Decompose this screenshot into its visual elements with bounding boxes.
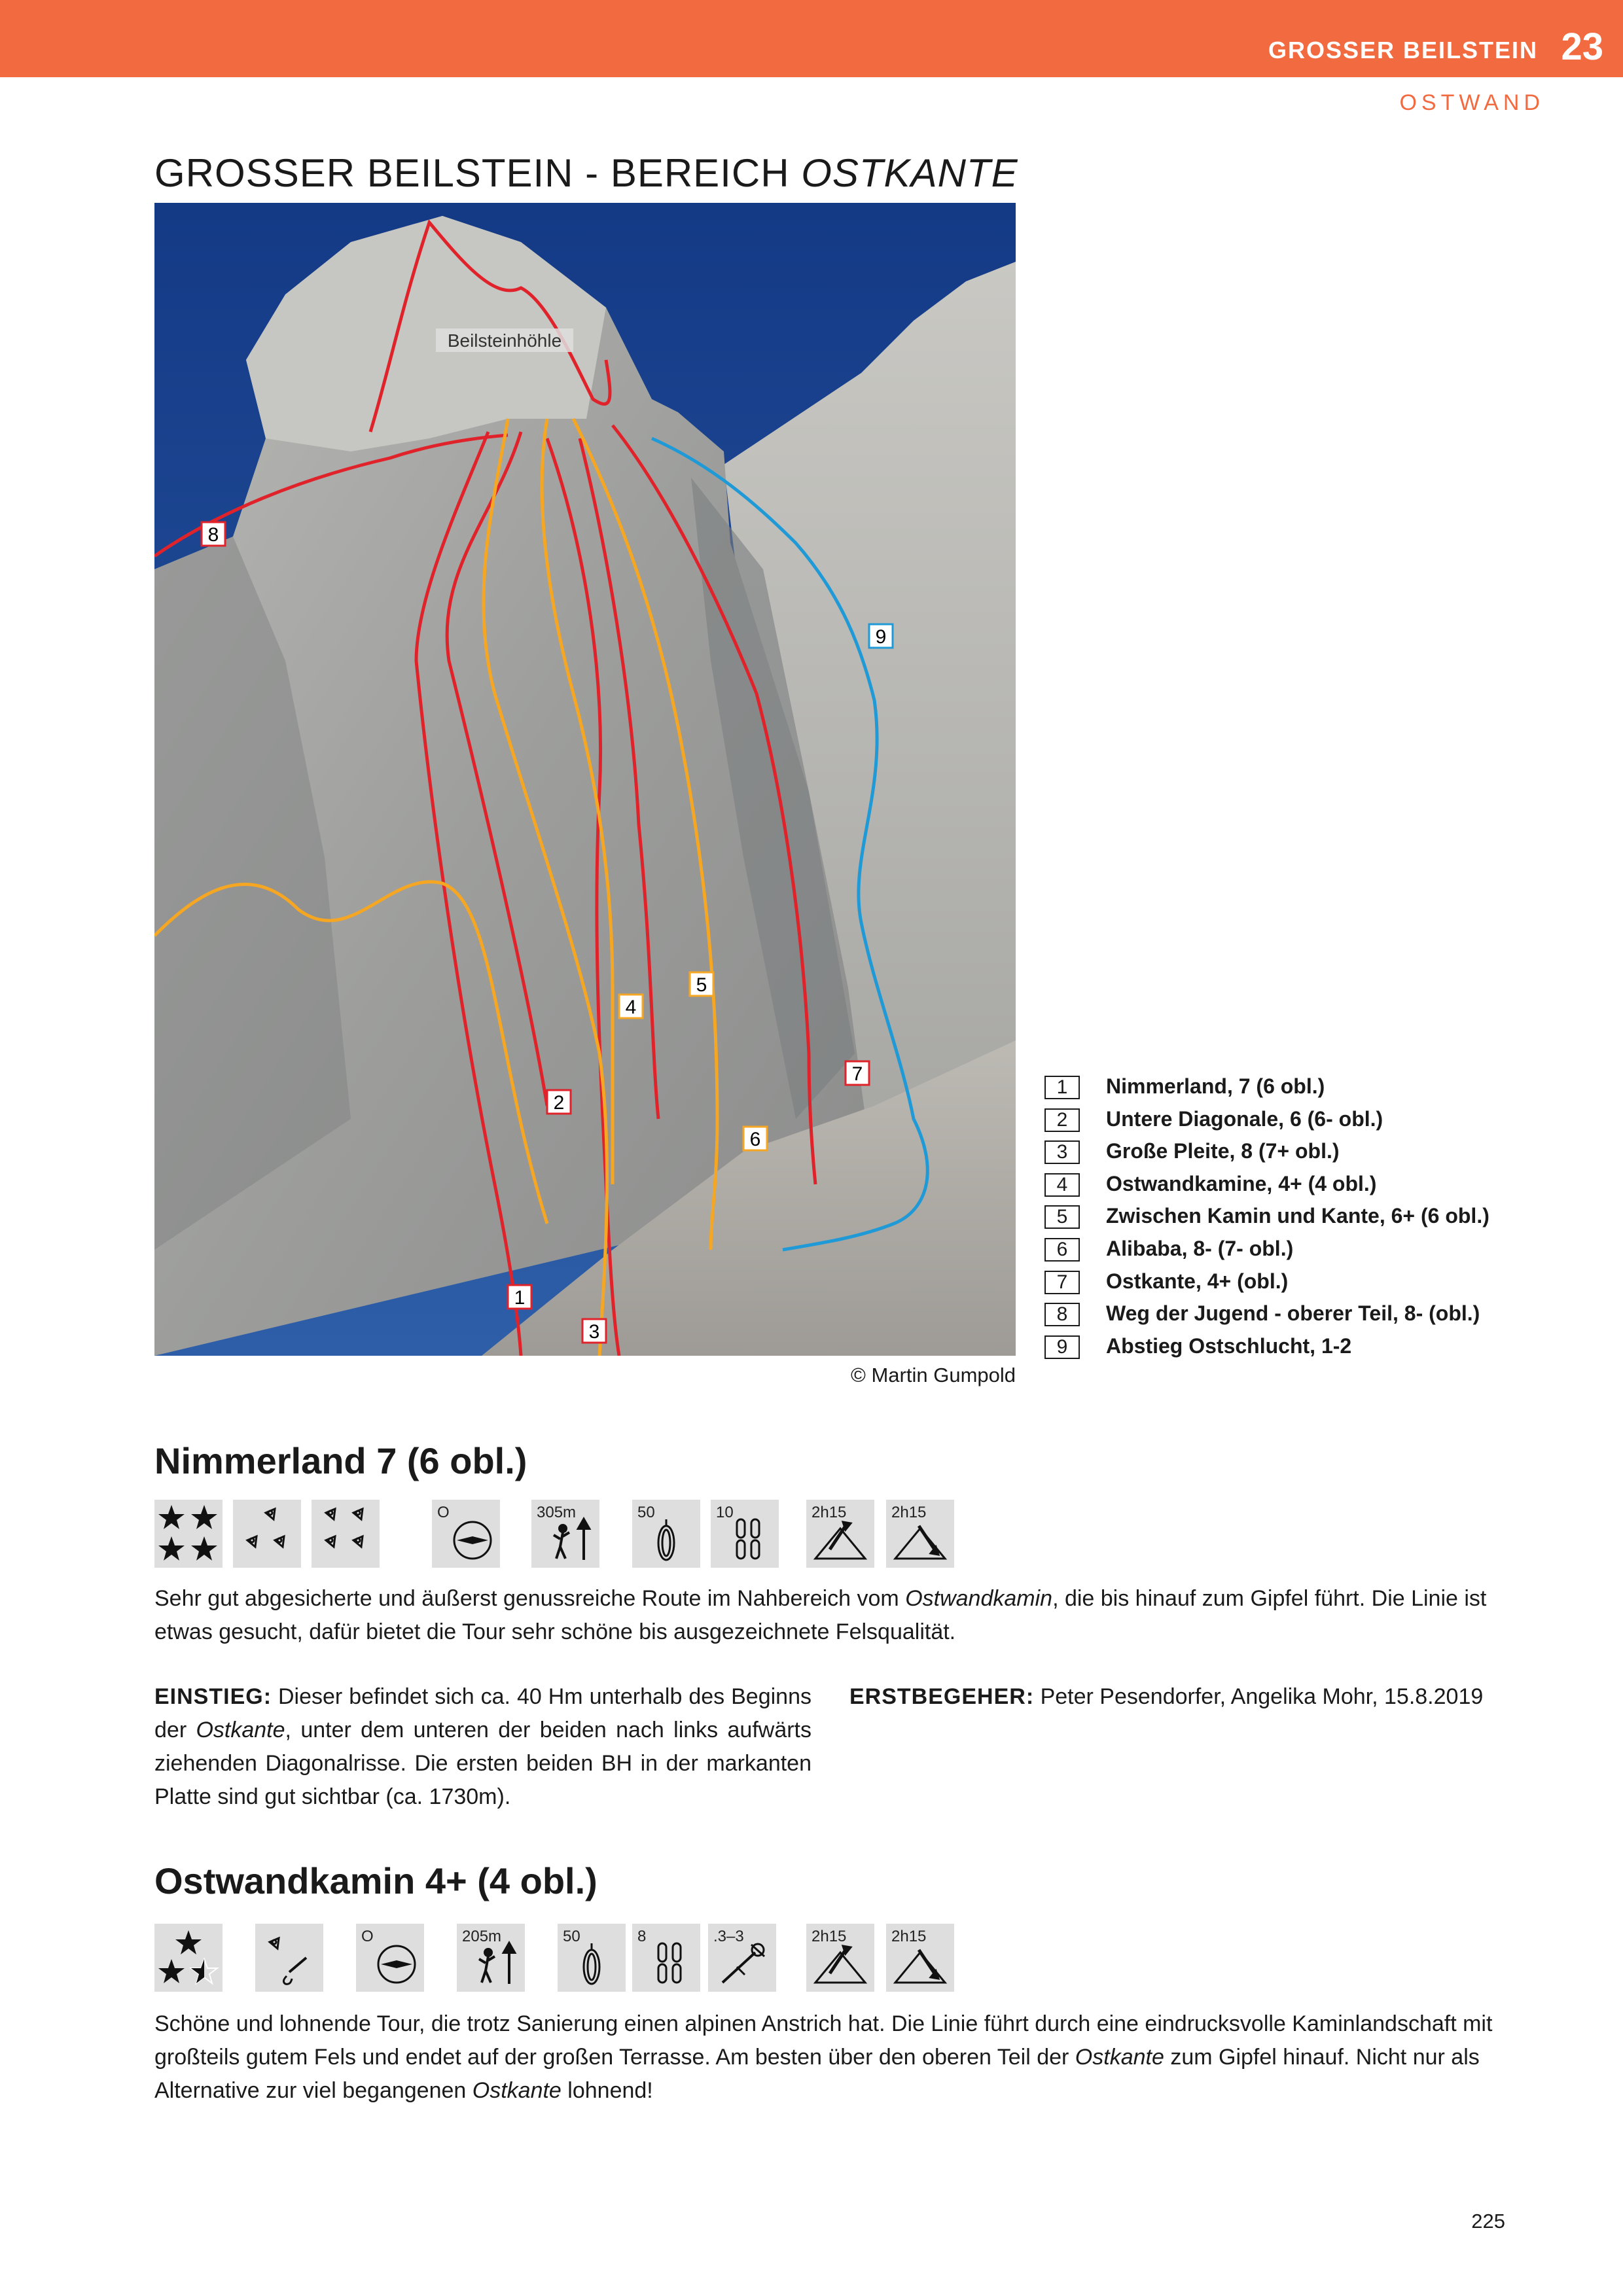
svg-text:5: 5 bbox=[696, 974, 707, 996]
rope-label: 50 bbox=[637, 1504, 655, 1521]
legend-number: 3 bbox=[1044, 1140, 1080, 1164]
legend-number: 6 bbox=[1044, 1238, 1080, 1262]
compass-icon bbox=[432, 1500, 500, 1568]
legend-item bbox=[1044, 1235, 1542, 1268]
route2-desc-a: Schöne und lohnende Tour, die trotz Sanierung einen alpinen Anstrich hat. Die Linie führt durch eine eindrucksvolle Kaminlandschaft mit großteils gutem Fels und endet auf der großen Terrasse. Am besten über den oberen Teil der bbox=[154, 2011, 1493, 2070]
legend-item bbox=[1044, 1333, 1542, 1366]
svg-text:1: 1 bbox=[514, 1287, 526, 1309]
legend-item bbox=[1044, 1171, 1542, 1203]
svg-text:7: 7 bbox=[851, 1063, 863, 1085]
route1-title: Nimmerland 7 (6 obl.) bbox=[154, 1440, 527, 1481]
legend-text: Untere Diagonale, 6 (6- obl.) bbox=[1106, 1106, 1383, 1131]
route-legend bbox=[1044, 1073, 1542, 1365]
descent-label: 2h15 bbox=[891, 1928, 927, 1945]
legend-text: Ostwandkamine, 4+ (4 obl.) bbox=[1106, 1171, 1377, 1195]
svg-text:8: 8 bbox=[207, 524, 219, 546]
length-label: 305m bbox=[537, 1504, 577, 1521]
marker-7 bbox=[846, 1061, 869, 1085]
aspect-label: O bbox=[361, 1928, 374, 1945]
wall-height-icon bbox=[457, 1924, 525, 1992]
protection-bolts-dense-icon bbox=[312, 1500, 380, 1568]
marker-2 bbox=[547, 1090, 571, 1114]
legend-number: 8 bbox=[1044, 1303, 1080, 1326]
marker-3 bbox=[582, 1319, 606, 1343]
route1-desc-italic: Ostwandkamin bbox=[905, 1586, 1053, 1611]
marker-6 bbox=[743, 1127, 767, 1150]
legend-number: 1 bbox=[1044, 1076, 1080, 1099]
einstieg-text-b: , unter dem unteren der beiden nach links aufwärts ziehenden Diagonalrisse. Die ersten beiden BH in der markanten Platte sind gut sichtbar (ca. 1730m). bbox=[154, 1718, 812, 1809]
approach-label: 2h15 bbox=[812, 1504, 847, 1521]
wall-height-icon bbox=[531, 1500, 599, 1568]
quickdraw-label: 8 bbox=[637, 1928, 647, 1945]
section-title-text: GROSSER BEILSTEIN - BEREICH bbox=[154, 151, 802, 195]
einstieg-text-a: Dieser befindet sich ca. 40 Hm unterhalb des Beginns der bbox=[154, 1684, 812, 1742]
route1-desc-a: Sehr gut abgesicherte und äußerst genussreiche Route im Nahbereich vom bbox=[154, 1586, 906, 1611]
descent-icon bbox=[886, 1924, 954, 1992]
cave-label bbox=[436, 328, 573, 352]
photo-copyright: © Martin Gumpold bbox=[851, 1364, 1016, 1386]
legend-number: 4 bbox=[1044, 1173, 1080, 1197]
header-chapter-number: 23 bbox=[1561, 26, 1603, 68]
header-subarea: OSTWAND bbox=[1399, 90, 1544, 115]
legend-number: 9 bbox=[1044, 1335, 1080, 1359]
legend-number: 2 bbox=[1044, 1108, 1080, 1132]
approach-icon bbox=[806, 1500, 874, 1568]
legend-text: Ostkante, 4+ (obl.) bbox=[1106, 1269, 1289, 1293]
rating-stars-icon bbox=[154, 1924, 223, 1992]
route2-title: Ostwandkamin 4+ (4 obl.) bbox=[154, 1860, 597, 1901]
rope-label: 50 bbox=[563, 1928, 580, 1945]
descent-label: 2h15 bbox=[891, 1504, 927, 1521]
svg-text:6: 6 bbox=[749, 1129, 761, 1150]
einstieg-italic: Ostkante bbox=[196, 1718, 285, 1742]
rope-icon bbox=[632, 1500, 700, 1568]
quickdraw-icon bbox=[711, 1500, 779, 1568]
legend-item bbox=[1044, 1300, 1542, 1333]
marker-9 bbox=[869, 624, 893, 648]
section-title bbox=[154, 150, 1018, 196]
route1-einstieg bbox=[154, 1680, 812, 1814]
descent-icon bbox=[886, 1500, 954, 1568]
legend-item bbox=[1044, 1203, 1542, 1235]
route2-description bbox=[154, 2007, 1505, 2108]
legend-text: Zwischen Kamin und Kante, 6+ (6 obl.) bbox=[1106, 1204, 1489, 1228]
route1-erstbegeher bbox=[849, 1680, 1505, 1714]
legend-number: 5 bbox=[1044, 1205, 1080, 1229]
marker-5 bbox=[690, 972, 713, 996]
cams-label: .3–3 bbox=[713, 1928, 744, 1945]
legend-item bbox=[1044, 1268, 1542, 1301]
header-region: GROSSER BEILSTEIN bbox=[1268, 37, 1538, 63]
erstbegeher-label: ERSTBEGEHER: bbox=[849, 1684, 1035, 1709]
legend-text: Weg der Jugend - oberer Teil, 8- (obl.) bbox=[1106, 1301, 1480, 1326]
svg-text:Beilsteinhöhle: Beilsteinhöhle bbox=[447, 330, 562, 351]
quickdraw-icon bbox=[632, 1924, 700, 1992]
page-number: 225 bbox=[1471, 2210, 1505, 2233]
marker-1 bbox=[508, 1285, 531, 1309]
legend-item bbox=[1044, 1073, 1542, 1106]
svg-text:3: 3 bbox=[588, 1321, 600, 1343]
legend-item bbox=[1044, 1138, 1542, 1171]
protection-bolt-icon bbox=[255, 1924, 323, 1992]
approach-icon bbox=[806, 1924, 874, 1992]
route1-desc-b: , die bis hinauf zum Gipfel führt. Die Linie ist etwas gesucht, dafür bietet die Tour sehr schöne bis ausgezeichnete Felsqualität. bbox=[154, 1586, 1487, 1644]
route2-desc-italic: Ostkante bbox=[1075, 2045, 1164, 2070]
marker-4 bbox=[619, 995, 643, 1018]
svg-text:2: 2 bbox=[553, 1092, 565, 1114]
aspect-label: O bbox=[437, 1504, 450, 1521]
legend-text: Nimmerland, 7 (6 obl.) bbox=[1106, 1074, 1325, 1098]
legend-number: 7 bbox=[1044, 1271, 1080, 1294]
svg-text:9: 9 bbox=[875, 626, 887, 648]
route1-description bbox=[154, 1582, 1505, 1649]
legend-item bbox=[1044, 1106, 1542, 1139]
rope-icon bbox=[558, 1924, 626, 1992]
protection-bolts-icon bbox=[233, 1500, 301, 1568]
approach-label: 2h15 bbox=[812, 1928, 847, 1945]
legend-text: Abstieg Ostschlucht, 1-2 bbox=[1106, 1333, 1352, 1358]
rating-stars-icon bbox=[154, 1500, 223, 1568]
legend-text: Große Pleite, 8 (7+ obl.) bbox=[1106, 1139, 1340, 1163]
svg-text:4: 4 bbox=[625, 997, 637, 1018]
einstieg-label: EINSTIEG: bbox=[154, 1684, 272, 1709]
compass-icon bbox=[356, 1924, 424, 1992]
erstbegeher-text: Peter Pesendorfer, Angelika Mohr, 15.8.2019 bbox=[1034, 1684, 1484, 1709]
section-title-italic: OSTKANTE bbox=[801, 151, 1018, 195]
quickdraw-label: 10 bbox=[716, 1504, 734, 1521]
route2-desc-c: lohnend! bbox=[561, 2078, 653, 2103]
topo-photo bbox=[154, 203, 1016, 1356]
legend-text: Alibaba, 8- (7- obl.) bbox=[1106, 1236, 1294, 1260]
length-label: 205m bbox=[462, 1928, 502, 1945]
route2-desc-italic-2: Ostkante bbox=[472, 2078, 562, 2103]
marker-8 bbox=[202, 522, 225, 546]
route2-desc-b: zum Gipfel hinauf. Nicht nur als Alternative zur viel begangenen bbox=[154, 2045, 1480, 2103]
friend-cams-icon bbox=[708, 1924, 776, 1992]
